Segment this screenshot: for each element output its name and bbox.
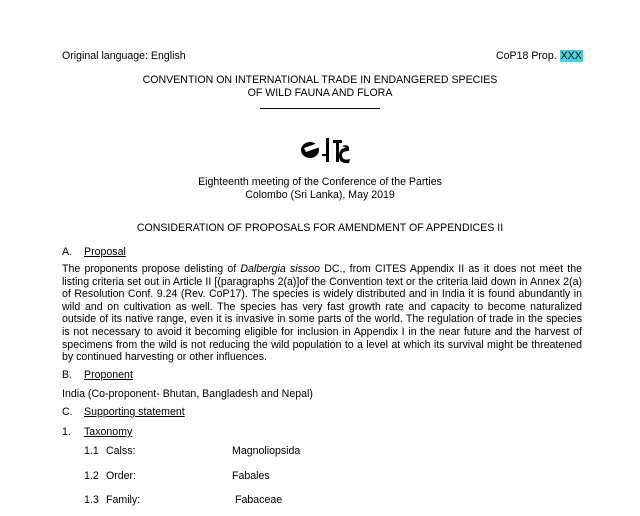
document-title: CONSIDERATION OF PROPOSALS FOR AMENDMENT OF APPENDICES II [136,222,504,234]
meeting-title: Eighteenth meeting of the Conference of the Parties [198,176,442,188]
taxonomy-row-value: Magnoliopsida [232,445,301,457]
convention-title-line2: OF WILD FAUNA AND FLORA [247,87,393,99]
taxonomy-row-number: 1.3 [84,494,99,506]
taxonomy-row-value: Fabales [232,470,270,482]
section-a-letter: A. [62,246,73,258]
convention-title-line1: CONVENTION ON INTERNATIONAL TRADE IN ENDANGERED SPECIES [142,74,498,86]
meeting-location-date: Colombo (Sri Lanka), May 2019 [245,189,395,201]
taxonomy-row-label: Family: [106,494,141,506]
taxonomy-number: 1. [62,426,71,438]
taxonomy-row-label: Order: [106,470,137,482]
proposal-number-highlight: XXX [560,50,582,62]
title-divider [260,108,380,109]
taxonomy-heading: Taxonomy [84,426,133,438]
taxonomy-row-label: Calss: [106,445,136,457]
proposal-reference [496,50,583,63]
section-c-letter: C. [62,406,73,418]
species-name: Dalbergia sissoo [240,263,320,275]
cites-logo-icon [296,134,352,170]
section-a-paragraph [62,263,582,364]
proponent-text: India (Co-proponent- Bhutan, Bangladesh and Nepal) [62,388,313,400]
taxonomy-row-number: 1.1 [84,445,99,457]
proposal-text-rest: DC., from CITES Appendix II as it does not meet the listing criteria set out in Article II [(paragraphs 2(a)]of the Convention text or the criteria laid down in Annex 2(a) of Resolution Conf. 9.24 (Rev. CoP17). The species is widely distributed and in India it is found abundantly in wild and on cultivation as well. The species has very fast growth rate and capacity to become naturalized outside of its native range, even it is invasive in some parts of the world. The regulation of trade in the species is not necessary to avoid it becoming eligible for inclusion in Appendix I in the near future and the harvest of specimens from the wild is not reducing the wild population to a level at which its survival might be threatened by continued harvesting or other influences. [62,263,583,364]
proposal-reference-prefix: CoP18 Prop. [496,50,557,62]
original-language: Original language: English [62,50,186,62]
proposal-text-start: The proponents propose delisting of [62,263,241,275]
section-b-letter: B. [62,369,73,381]
section-c-heading: Supporting statement [84,406,185,418]
section-a-heading: Proposal [84,246,126,258]
taxonomy-row-number: 1.2 [84,470,99,482]
taxonomy-row-value: Fabaceae [235,494,283,506]
section-b-heading: Proponent [84,369,133,381]
